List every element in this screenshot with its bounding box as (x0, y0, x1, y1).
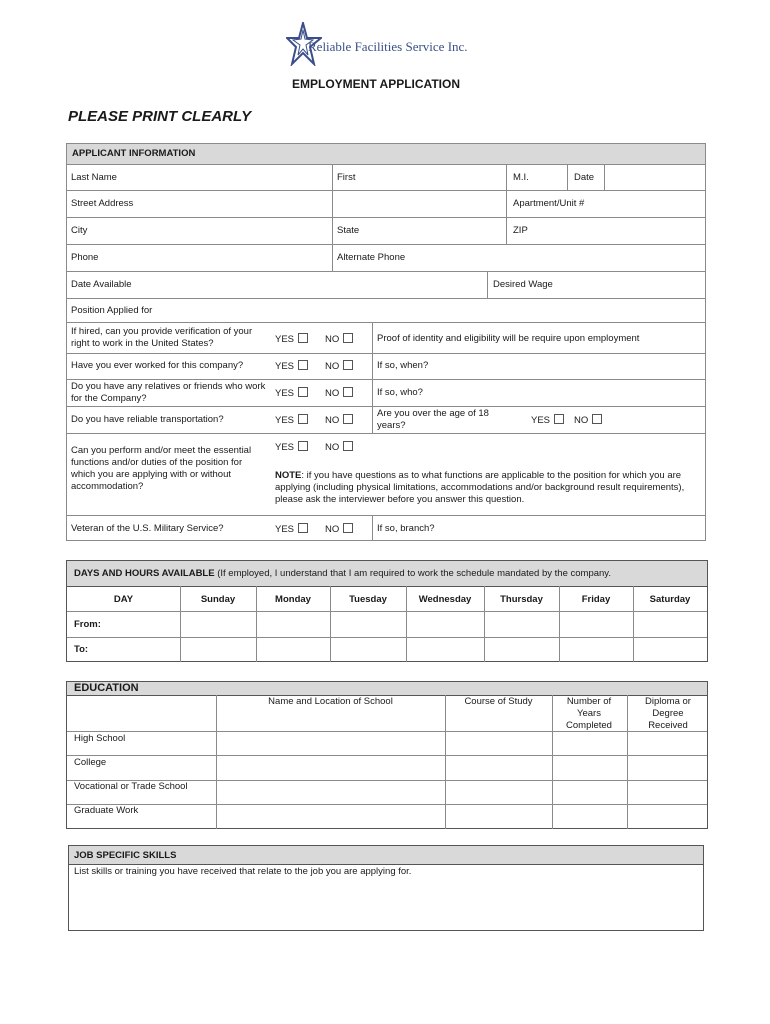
checkbox-icon[interactable] (343, 360, 353, 370)
skills-prompt: List skills or training you have received that relate to the job you are applying for. (74, 866, 412, 877)
education-section (66, 681, 708, 829)
print-note: PLEASE PRINT CLEARLY (68, 108, 252, 125)
days-header: DAYS AND HOURS AVAILABLE (If employed, I understand that I am required to work the schedule mandated by the company. (74, 568, 611, 579)
q-relatives: Do you have any relatives or friends who work for the Company? (71, 381, 266, 404)
checkbox-icon[interactable] (343, 333, 353, 343)
veteran-yes[interactable]: YES (275, 523, 308, 535)
checkbox-icon[interactable] (343, 387, 353, 397)
state-label: State (337, 225, 360, 236)
street-label: Street Address (71, 198, 134, 209)
day-thursday: Thursday (500, 594, 543, 605)
q-worked-note: If so, when? (377, 360, 429, 371)
skills-header: JOB SPECIFIC SKILLS (74, 850, 177, 861)
col-school: Name and Location of School (268, 696, 393, 707)
edu-row-college: College (74, 757, 107, 768)
checkbox-icon[interactable] (298, 333, 308, 343)
first-name-label: First (337, 172, 356, 183)
q-veteran-note: If so, branch? (377, 523, 435, 534)
q-verify-note: Proof of identity and eligibility will be require upon employment (377, 333, 640, 344)
apt-label: Apartment/Unit # (513, 198, 585, 209)
worked-no[interactable]: NO (325, 360, 353, 372)
day-monday: Monday (275, 594, 311, 605)
day-sunday: Sunday (200, 594, 236, 605)
relatives-no[interactable]: NO (325, 387, 353, 399)
transport-no[interactable]: NO (325, 414, 353, 426)
perform-note: NOTE: if you have questions as to what functions are applicable to the position for which you are applying (including physical limitations, accommodations and/or background result requirements), please ask the interviewer before you answer this question. (275, 470, 685, 505)
edu-row-high-school: High School (74, 733, 126, 744)
day-wednesday: Wednesday (418, 594, 472, 605)
company-logo (286, 22, 486, 68)
transport-yes[interactable]: YES (275, 414, 308, 426)
perform-yes[interactable]: YES (275, 441, 308, 453)
position-label: Position Applied for (71, 305, 153, 316)
checkbox-icon[interactable] (298, 523, 308, 533)
mi-label: M.I. (513, 172, 529, 183)
age-no[interactable]: NO (574, 414, 602, 426)
checkbox-icon[interactable] (298, 387, 308, 397)
city-label: City (71, 225, 88, 236)
checkbox-icon[interactable] (592, 414, 602, 424)
q-transport: Do you have reliable transportation? (71, 414, 224, 425)
q-age: Are you over the age of 18 years? (377, 408, 489, 431)
verify-yes[interactable]: YES (275, 333, 308, 345)
edu-row-vocational: Vocational or Trade School (74, 781, 188, 792)
veteran-no[interactable]: NO (325, 523, 353, 535)
checkbox-icon[interactable] (298, 414, 308, 424)
from-label: From: (74, 619, 101, 630)
last-name-label: Last Name (71, 172, 117, 183)
edu-row-graduate: Graduate Work (74, 805, 139, 816)
to-label: To: (74, 644, 89, 655)
document-title: EMPLOYMENT APPLICATION (292, 77, 460, 91)
q-perform: Can you perform and/or meet the essential functions and/or duties of the position for which you are applying with or without accommodation? (71, 445, 252, 492)
applicant-header: APPLICANT INFORMATION (72, 148, 196, 159)
checkbox-icon[interactable] (343, 441, 353, 451)
phone-label: Phone (71, 252, 99, 263)
age-yes[interactable]: YES (531, 414, 564, 426)
desired-wage-label: Desired Wage (493, 279, 553, 290)
date-label: Date (574, 172, 595, 183)
checkbox-icon[interactable] (298, 360, 308, 370)
skills-section (68, 845, 704, 931)
checkbox-icon[interactable] (343, 523, 353, 533)
date-available-label: Date Available (71, 279, 132, 290)
zip-label: ZIP (513, 225, 528, 236)
alt-phone-label: Alternate Phone (337, 252, 406, 263)
perform-no[interactable]: NO (325, 441, 353, 453)
q-worked: Have you ever worked for this company? (71, 360, 244, 371)
col-years: Number of Years Completed (566, 696, 612, 731)
company-name: Reliable Facilities Service Inc. (308, 39, 468, 54)
checkbox-icon[interactable] (343, 414, 353, 424)
checkbox-icon[interactable] (554, 414, 564, 424)
q-verify: If hired, can you provide verification of your right to work in the United States? (71, 326, 253, 349)
worked-yes[interactable]: YES (275, 360, 308, 372)
skills-textarea[interactable] (69, 880, 703, 930)
education-header: EDUCATION (74, 682, 139, 694)
q-relatives-note: If so, who? (377, 387, 423, 398)
day-tuesday: Tuesday (349, 594, 387, 605)
day-label: DAY (113, 594, 134, 605)
day-friday: Friday (581, 594, 611, 605)
applicant-section (66, 143, 706, 541)
day-saturday: Saturday (649, 594, 691, 605)
relatives-yes[interactable]: YES (275, 387, 308, 399)
col-diploma: Diploma or Degree Received (645, 696, 691, 731)
days-section (66, 560, 708, 662)
checkbox-icon[interactable] (298, 441, 308, 451)
q-veteran: Veteran of the U.S. Military Service? (71, 523, 224, 534)
col-course: Course of Study (464, 696, 533, 707)
verify-no[interactable]: NO (325, 333, 353, 345)
